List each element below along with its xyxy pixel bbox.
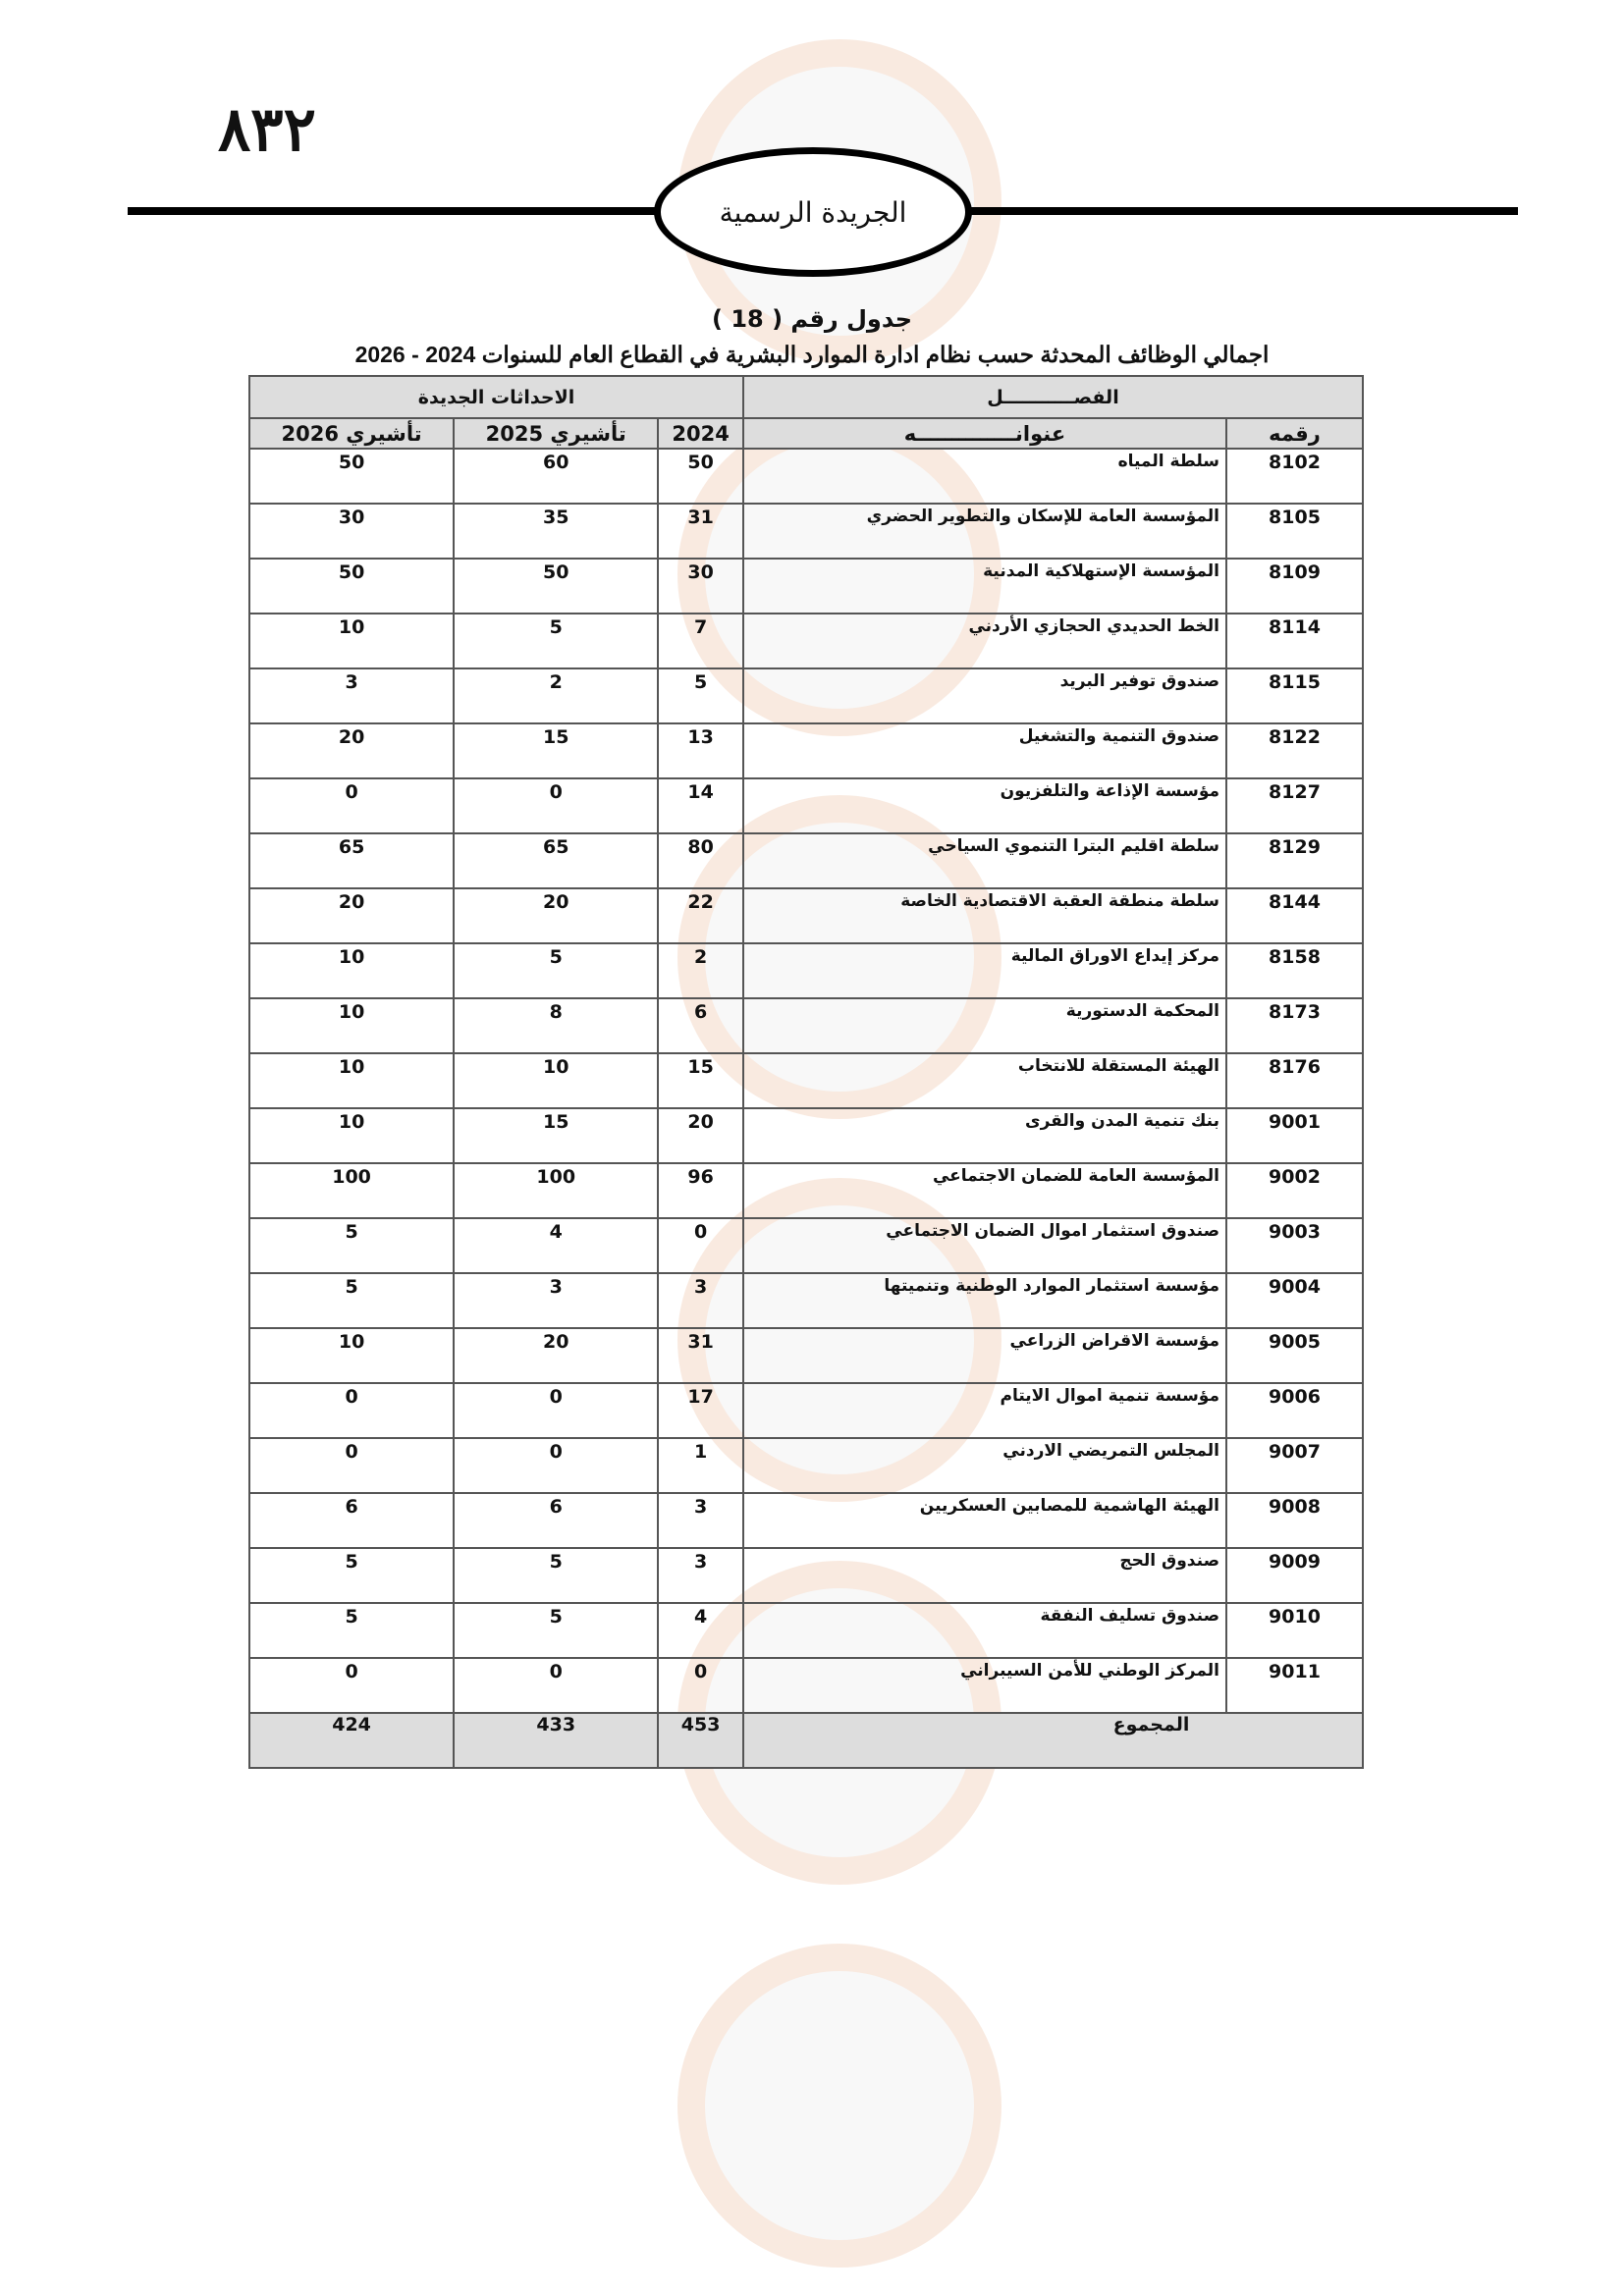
cell-2026: 10	[249, 614, 454, 668]
cell-2024: 1	[658, 1438, 743, 1493]
cell-2026: 5	[249, 1603, 454, 1658]
total-2024: 453	[658, 1713, 743, 1768]
table-row	[249, 1328, 1363, 1383]
cell-2025: 4	[454, 1218, 658, 1273]
cell-name: مؤسسة الاقراض الزراعي	[743, 1328, 1226, 1383]
cell-2026: 0	[249, 1383, 454, 1438]
table-row	[249, 1108, 1363, 1163]
table-row	[249, 1383, 1363, 1438]
cell-2024: 17	[658, 1383, 743, 1438]
table-subtitle: اجمالي الوظائف المحدثة حسب نظام ادارة الموارد البشرية في القطاع العام للسنوات 2024 - 2026	[354, 342, 1270, 367]
table-row	[249, 998, 1363, 1053]
total-2026: 424	[249, 1713, 454, 1768]
cell-2026: 10	[249, 1053, 454, 1108]
table-row	[249, 1493, 1363, 1548]
cell-2025: 65	[454, 833, 658, 888]
table-row	[249, 778, 1363, 833]
cell-2024: 96	[658, 1163, 743, 1218]
cell-code: 9001	[1226, 1108, 1363, 1163]
cell-2026: 30	[249, 504, 454, 559]
cell-code: 9007	[1226, 1438, 1363, 1493]
cell-2026: 10	[249, 1328, 454, 1383]
cell-2025: 6	[454, 1493, 658, 1548]
table-row	[249, 888, 1363, 943]
cell-code: 8115	[1226, 668, 1363, 723]
cell-name: المؤسسة الإستهلاكية المدنية	[743, 559, 1226, 614]
cell-2025: 0	[454, 1438, 658, 1493]
cell-code: 8176	[1226, 1053, 1363, 1108]
cell-2026: 10	[249, 943, 454, 998]
cell-2026: 100	[249, 1163, 454, 1218]
cell-name: سلطة اقليم البترا التنموي السياحي	[743, 833, 1226, 888]
cell-2025: 20	[454, 1328, 658, 1383]
table-row	[249, 449, 1363, 504]
cell-2026: 65	[249, 833, 454, 888]
cell-2026: 50	[249, 449, 454, 504]
cell-2024: 31	[658, 504, 743, 559]
cell-2026: 0	[249, 1658, 454, 1713]
cell-code: 9004	[1226, 1273, 1363, 1328]
header-2024: 2024	[658, 418, 743, 449]
cell-2024: 3	[658, 1493, 743, 1548]
cell-code: 8122	[1226, 723, 1363, 778]
cell-2024: 0	[658, 1218, 743, 1273]
cell-name: صندوق التنمية والتشغيل	[743, 723, 1226, 778]
cell-code: 8102	[1226, 449, 1363, 504]
cell-code: 9003	[1226, 1218, 1363, 1273]
cell-code: 9010	[1226, 1603, 1363, 1658]
cell-name: المركز الوطني للأمن السيبراني	[743, 1658, 1226, 1713]
cell-2024: 7	[658, 614, 743, 668]
cell-2024: 50	[658, 449, 743, 504]
cell-2026: 3	[249, 668, 454, 723]
cell-2026: 10	[249, 998, 454, 1053]
cell-2025: 35	[454, 504, 658, 559]
header-new-positions: الاحداثات الجديدة	[249, 376, 743, 418]
cell-2024: 0	[658, 1658, 743, 1713]
cell-2024: 3	[658, 1548, 743, 1603]
cell-code: 9008	[1226, 1493, 1363, 1548]
cell-2026: 50	[249, 559, 454, 614]
cell-2025: 100	[454, 1163, 658, 1218]
watermark-clock-logo	[677, 1944, 1001, 2268]
header-code: رقمه	[1226, 418, 1363, 449]
table-row	[249, 668, 1363, 723]
cell-2026: 5	[249, 1548, 454, 1603]
cell-code: 8127	[1226, 778, 1363, 833]
cell-2024: 80	[658, 833, 743, 888]
cell-2024: 15	[658, 1053, 743, 1108]
table-row	[249, 1273, 1363, 1328]
cell-code: 8158	[1226, 943, 1363, 998]
cell-code: 9005	[1226, 1328, 1363, 1383]
cell-2026: 0	[249, 778, 454, 833]
page-number: ٨٣٢	[218, 93, 316, 165]
table-row	[249, 1053, 1363, 1108]
cell-code: 8105	[1226, 504, 1363, 559]
cell-2024: 6	[658, 998, 743, 1053]
cell-name: الهيئة المستقلة للانتخاب	[743, 1053, 1226, 1108]
gazette-name: الجريدة الرسمية	[719, 195, 907, 229]
cell-2025: 0	[454, 1658, 658, 1713]
cell-2025: 5	[454, 1603, 658, 1658]
cell-name: الهيئة الهاشمية للمصابين العسكريين	[743, 1493, 1226, 1548]
cell-2024: 4	[658, 1603, 743, 1658]
cell-name: مؤسسة استثمار الموارد الوطنية وتنميتها	[743, 1273, 1226, 1328]
table-row	[249, 1658, 1363, 1713]
cell-2026: 5	[249, 1218, 454, 1273]
table-row	[249, 1163, 1363, 1218]
table-row	[249, 1603, 1363, 1658]
table-row	[249, 723, 1363, 778]
cell-2025: 8	[454, 998, 658, 1053]
cell-name: مؤسسة الإذاعة والتلفزيون	[743, 778, 1226, 833]
cell-2026: 0	[249, 1438, 454, 1493]
cell-2025: 2	[454, 668, 658, 723]
table-row	[249, 943, 1363, 998]
cell-name: مؤسسة تنمية اموال الايتام	[743, 1383, 1226, 1438]
cell-name: المجلس التمريضي الاردني	[743, 1438, 1226, 1493]
cell-2025: 3	[454, 1273, 658, 1328]
cell-2026: 10	[249, 1108, 454, 1163]
cell-name: صندوق استثمار اموال الضمان الاجتماعي	[743, 1218, 1226, 1273]
cell-2026: 20	[249, 723, 454, 778]
cell-2025: 50	[454, 559, 658, 614]
cell-2025: 5	[454, 943, 658, 998]
cell-name: مركز إيداع الاوراق المالية	[743, 943, 1226, 998]
cell-name: سلطة منطقة العقبة الاقتصادية الخاصة	[743, 888, 1226, 943]
cell-code: 9011	[1226, 1658, 1363, 1713]
table-row	[249, 504, 1363, 559]
gazette-title-badge	[654, 147, 972, 277]
cell-2024: 5	[658, 668, 743, 723]
cell-name: صندوق الحج	[743, 1548, 1226, 1603]
table-row	[249, 833, 1363, 888]
cell-2025: 10	[454, 1053, 658, 1108]
header-2025: تأشيري 2025	[454, 418, 658, 449]
cell-code: 8129	[1226, 833, 1363, 888]
cell-name: المؤسسة العامة للضمان الاجتماعي	[743, 1163, 1226, 1218]
cell-2025: 5	[454, 614, 658, 668]
table-row	[249, 1548, 1363, 1603]
cell-2026: 6	[249, 1493, 454, 1548]
cell-2024: 20	[658, 1108, 743, 1163]
total-row	[249, 1713, 1363, 1768]
cell-2025: 0	[454, 778, 658, 833]
cell-name: الخط الحديدي الحجازي الأردني	[743, 614, 1226, 668]
cell-2024: 3	[658, 1273, 743, 1328]
cell-2024: 30	[658, 559, 743, 614]
cell-2025: 60	[454, 449, 658, 504]
cell-code: 9009	[1226, 1548, 1363, 1603]
table-title: جدول رقم ( 18 )	[711, 305, 913, 333]
cell-name: المحكمة الدستورية	[743, 998, 1226, 1053]
cell-name: المؤسسة العامة للإسكان والتطوير الحضري	[743, 504, 1226, 559]
cell-2025: 15	[454, 723, 658, 778]
positions-table	[248, 375, 1364, 1769]
cell-name: صندوق توفير البريد	[743, 668, 1226, 723]
cell-2025: 20	[454, 888, 658, 943]
header-title: عنوانــــــــــــــه	[743, 418, 1226, 449]
cell-2024: 31	[658, 1328, 743, 1383]
cell-code: 8109	[1226, 559, 1363, 614]
table-row	[249, 1218, 1363, 1273]
total-2025: 433	[454, 1713, 658, 1768]
cell-code: 8114	[1226, 614, 1363, 668]
cell-2024: 22	[658, 888, 743, 943]
table-row	[249, 559, 1363, 614]
cell-code: 9006	[1226, 1383, 1363, 1438]
cell-2024: 2	[658, 943, 743, 998]
cell-2026: 5	[249, 1273, 454, 1328]
cell-code: 8173	[1226, 998, 1363, 1053]
cell-2025: 0	[454, 1383, 658, 1438]
cell-code: 8144	[1226, 888, 1363, 943]
cell-2025: 5	[454, 1548, 658, 1603]
header-2026: تأشيري 2026	[249, 418, 454, 449]
cell-code: 9002	[1226, 1163, 1363, 1218]
total-label: المجموع	[743, 1713, 1363, 1768]
header-chapter: الفصـــــــــــل	[743, 376, 1363, 418]
cell-2026: 20	[249, 888, 454, 943]
cell-name: بنك تنمية المدن والقرى	[743, 1108, 1226, 1163]
cell-2024: 14	[658, 778, 743, 833]
table-row	[249, 1438, 1363, 1493]
cell-name: صندوق تسليف النفقة	[743, 1603, 1226, 1658]
cell-2024: 13	[658, 723, 743, 778]
table-row	[249, 614, 1363, 668]
cell-name: سلطة المياه	[743, 449, 1226, 504]
cell-2025: 15	[454, 1108, 658, 1163]
